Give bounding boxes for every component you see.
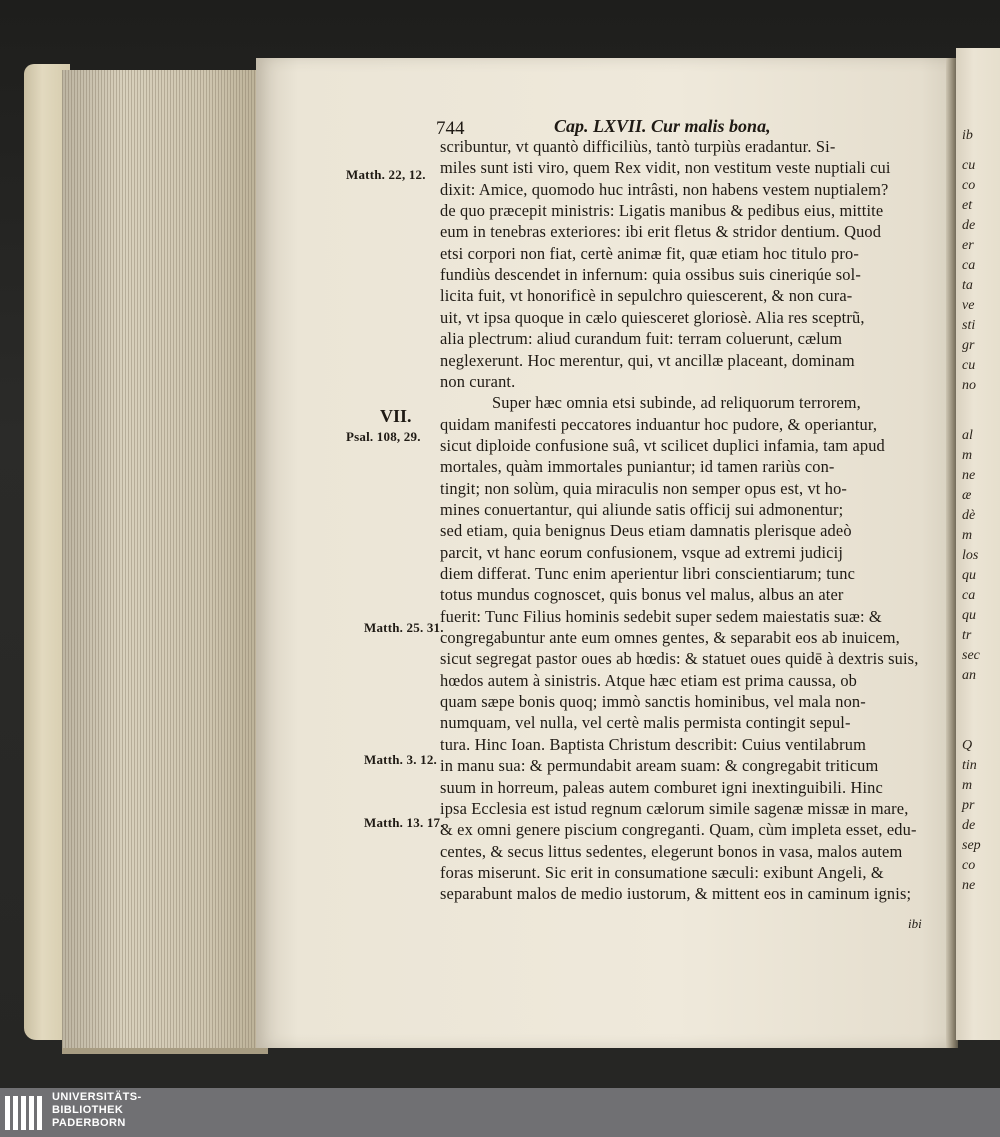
facing-page-text-fragment: æ bbox=[962, 488, 972, 503]
text-line: diem differat. Tunc enim aperientur libri conscientiarum; tunc bbox=[440, 564, 856, 583]
text-line: quam sæpe bonis quoq; immò sanctis hominibus, vel mala non- bbox=[440, 692, 866, 712]
text-line: miles sunt isti viro, quem Rex vidit, non vestitum veste nuptiali cui bbox=[440, 158, 891, 178]
facing-page-text-fragment: ca bbox=[962, 588, 976, 603]
text-line: ipsa Ecclesia est istud regnum cælorum simile sagenæ missæ in mare, bbox=[440, 798, 909, 818]
facing-page-text-fragment: Q bbox=[962, 738, 973, 753]
marginal-note: Psal. 108, 29. bbox=[346, 429, 421, 444]
facing-page-text-fragment: ve bbox=[962, 298, 975, 313]
facing-page-text-fragment: cu bbox=[962, 358, 976, 373]
text-line: in manu sua: & permundabit aream suam: & congregabit triticum bbox=[440, 756, 879, 776]
facing-page-fragment bbox=[956, 48, 1000, 1040]
text-line: separabunt malos de medio iustorum, & mittent eos in caminum ignis; bbox=[440, 884, 912, 904]
facing-page-text-fragment: et bbox=[962, 198, 973, 213]
facing-page-text-fragment: co bbox=[962, 858, 976, 873]
library-name-line1: UNIVERSITÄTS- bbox=[52, 1091, 142, 1103]
catchword: ibi bbox=[908, 916, 922, 931]
library-name-line3: PADERBORN bbox=[52, 1117, 126, 1129]
page-block-edges bbox=[62, 70, 268, 1054]
page-number: 744 bbox=[436, 118, 465, 139]
text-line: mortales, quàm immortales puniantur; id tamen rariùs con- bbox=[440, 457, 835, 477]
text-line: neglexerunt. Hoc merentur, qui, vt ancillæ placeant, dominam bbox=[440, 350, 855, 370]
facing-page-text-fragment: ne bbox=[962, 468, 976, 483]
facing-page-text-fragment: de bbox=[962, 818, 976, 833]
facing-page-text-fragment: ta bbox=[962, 278, 973, 293]
text-line: sed etiam, quia benignus Deus etiam damnatis plerisque adeò bbox=[440, 521, 852, 541]
text-line: parcit, vt hanc eorum confusionem, vsque ad extremi judicij bbox=[440, 542, 844, 562]
section-numeral: VII. bbox=[380, 406, 412, 426]
text-line: fuerit: Tunc Filius hominis sedebit super sedem maiestatis suæ: & bbox=[440, 606, 882, 626]
facing-page-text-fragment: sti bbox=[962, 318, 976, 333]
facing-page-text-fragment: al bbox=[962, 428, 973, 443]
facing-page-text-fragment: no bbox=[962, 378, 976, 393]
text-line: mines conuertantur, qui aliunde satis officij sui admonentur; bbox=[440, 499, 844, 519]
text-line: Super hæc omnia etsi subinde, ad reliquorum terrorem, bbox=[492, 393, 861, 413]
facing-page-text-fragment: qu bbox=[962, 568, 976, 583]
text-line: uit, vt ipsa quoque in cælo quiesceret gloriosè. Alia res sceptrũ, bbox=[440, 307, 865, 327]
facing-page-text-fragment: ib bbox=[962, 128, 973, 143]
text-line: alia plectrum: aliud curandum fuit: terram coluerunt, cælum bbox=[440, 329, 843, 349]
facing-page-text-fragment: qu bbox=[962, 608, 976, 623]
text-line: sicut diploide confusione suâ, vt scilicet duplici infamia, tam apud bbox=[440, 435, 885, 455]
facing-page-text-fragment: m bbox=[962, 528, 973, 543]
text-line: de quo præcepit ministris: Ligatis manibus & pedibus eius, mittite bbox=[440, 201, 884, 221]
facing-page-text-fragment: ne bbox=[962, 878, 976, 893]
text-line: & ex omni genere piscium congreganti. Quam, cùm impleta esset, edu- bbox=[440, 820, 917, 840]
text-line: tura. Hinc Ioan. Baptista Christum describit: Cuius ventilabrum bbox=[440, 734, 866, 754]
text-line: congregabuntur ante eum omnes gentes, & separabit eos ab inuicem, bbox=[440, 628, 900, 648]
running-head: Cap. LXVII. Cur malis bona, bbox=[554, 116, 771, 136]
facing-page-text-fragment: m bbox=[962, 778, 973, 793]
text-line: tingit; non solùm, quia miraculis non semper opus est, vt ho- bbox=[440, 478, 848, 498]
marginal-note: Matth. 13. 17. bbox=[364, 815, 444, 830]
facing-page-text-fragment: sep bbox=[962, 838, 981, 853]
university-library-logo-icon bbox=[2, 1092, 46, 1134]
facing-page-text-fragment: ca bbox=[962, 258, 976, 273]
facing-page-text-fragment: an bbox=[962, 668, 976, 683]
text-line: centes, & secus littus sedentes, elegerunt bonos in vasa, malos autem bbox=[440, 841, 903, 861]
text-line: sicut segregat pastor oues ab hœdis: & statuet oues quidē à dextris suis, bbox=[440, 649, 919, 669]
text-line: numquam, vel nulla, vel certè malis permista contingit sepul- bbox=[440, 713, 851, 733]
text-line: foras miserunt. Sic erit in consumatione sæculi: exibunt Angeli, & bbox=[440, 862, 884, 882]
facing-page-text-fragment: los bbox=[962, 548, 979, 563]
facing-page-text-fragment: pr bbox=[962, 798, 975, 813]
facing-page-text-fragment: m bbox=[962, 448, 973, 463]
facing-page-text-fragment: gr bbox=[962, 338, 975, 353]
text-line: quidam manifesti peccatores induantur hoc pudore, & operiantur, bbox=[440, 414, 878, 434]
marginal-note: Matth. 25. 31. bbox=[364, 620, 444, 635]
text-line: scribuntur, vt quantò difficiliùs, tantò turpiùs eradantur. Si- bbox=[440, 137, 836, 156]
text-line: dixit: Amice, quomodo huc intrâsti, non habens vestem nuptialem? bbox=[440, 179, 889, 199]
facing-page-text-fragment: tin bbox=[962, 758, 977, 773]
marginal-note: Matth. 22, 12. bbox=[346, 167, 426, 182]
facing-page-text-fragment: tr bbox=[962, 628, 972, 643]
facing-page-text-fragment: cu bbox=[962, 158, 976, 173]
text-line: fundiùs descendet in infernum: quia ossibus suis cineriqúe sol- bbox=[440, 265, 861, 285]
text-line: suum in horreum, paleas autem comburet igni inextinguibili. Hinc bbox=[440, 777, 883, 797]
facing-page-text-fragment: er bbox=[962, 238, 974, 253]
marginal-note: Matth. 3. 12. bbox=[364, 752, 438, 767]
text-line: eum in tenebras exteriores: ibi erit fletus & stridor dentium. Quod bbox=[440, 222, 882, 242]
library-name-line2: BIBLIOTHEK bbox=[52, 1104, 124, 1116]
facing-page-text-fragment: dè bbox=[962, 508, 976, 523]
text-line: non curant. bbox=[440, 371, 516, 391]
facing-page-text-fragment: sec bbox=[962, 648, 980, 663]
text-line: licita fuit, vt honorificè in sepulchro quiescerent, & non cura- bbox=[440, 286, 853, 306]
text-line: etsi corpori non fiat, certè animæ fit, quæ etiam hoc titulo pro- bbox=[440, 243, 859, 263]
text-line: totus mundus cognoscet, quis bonus vel malus, albus an ater bbox=[440, 585, 844, 605]
footer-bar bbox=[0, 1088, 1000, 1137]
text-line: hœdos autem à sinistris. Atque hæc etiam est prima caussa, ob bbox=[440, 670, 858, 690]
facing-page-text-fragment: co bbox=[962, 178, 976, 193]
facing-page-text-fragment: de bbox=[962, 218, 976, 233]
